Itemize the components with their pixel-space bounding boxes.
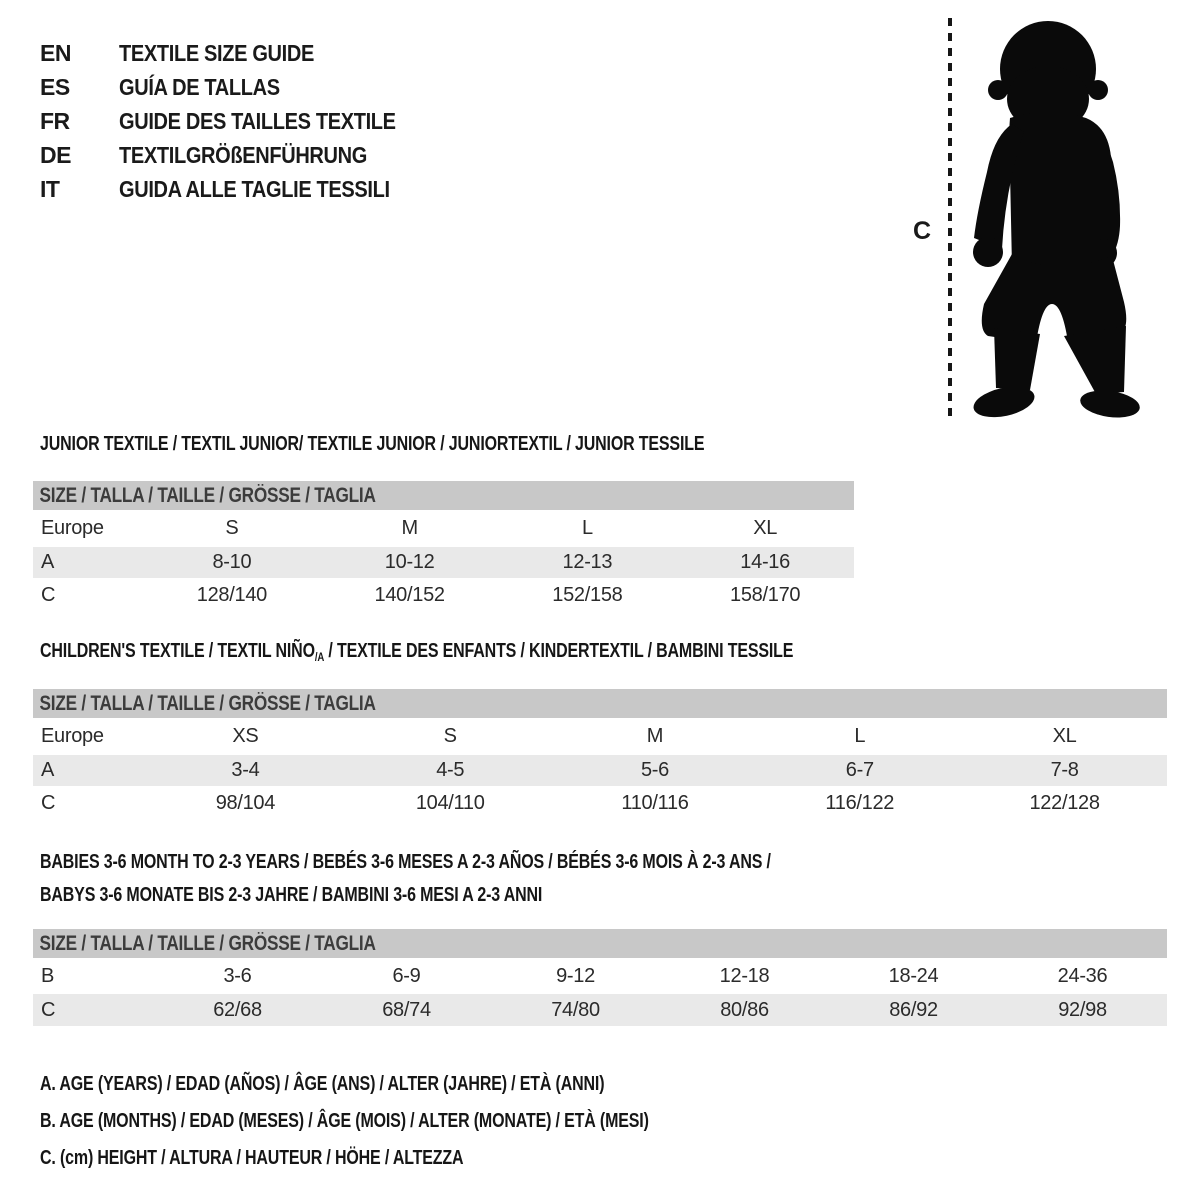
table-cell: 152/158 — [552, 583, 623, 606]
language-title: TEXTILGRÖßENFÜHRUNG — [119, 141, 367, 168]
language-code: IT — [40, 175, 60, 202]
table-row-c — [33, 994, 1167, 1026]
table-cell: 3-4 — [231, 759, 260, 781]
table-cell: 9-12 — [556, 964, 595, 987]
table-cell: 98/104 — [215, 791, 276, 814]
table-cell: M — [646, 725, 664, 747]
language-code: FR — [40, 107, 70, 134]
language-code: DE — [40, 141, 71, 168]
table-row-b — [33, 958, 1167, 994]
table-cell: 12-18 — [719, 964, 770, 987]
legend — [40, 1066, 801, 1177]
legend-line-b — [40, 1103, 801, 1140]
language-row — [40, 104, 437, 138]
children-section-heading — [40, 640, 982, 664]
table-row-c — [33, 578, 854, 612]
table-cell: 74/80 — [551, 998, 600, 1021]
size-header-bar — [33, 689, 1167, 718]
language-row — [40, 70, 437, 104]
table-cell: XL — [753, 517, 778, 539]
junior-section-heading — [40, 433, 870, 456]
height-label-c: C — [913, 217, 932, 245]
legend-line-c — [40, 1140, 801, 1177]
language-code: ES — [40, 73, 70, 100]
table-cell: 86/92 — [889, 998, 938, 1021]
table-row-a — [33, 755, 1167, 786]
language-list — [40, 36, 437, 206]
table-cell: M — [401, 517, 418, 539]
table-cell: 92/98 — [1058, 998, 1107, 1021]
table-cell: S — [443, 725, 457, 747]
table-cell: 62/68 — [213, 998, 262, 1021]
legend-line-b-text: B. AGE (MONTHS) / EDAD (MESES) / ÂGE (MOIS) / ALTER (MONATE) / ETÀ (MESI) — [40, 1110, 649, 1132]
table-cell: 80/86 — [720, 998, 769, 1021]
size-header-text: SIZE / TALLA / TAILLE / GRÖSSE / TAGLIA — [39, 692, 376, 715]
table-row-c — [33, 786, 1167, 820]
children-heading-post: / TEXTILE DES ENFANTS / KINDERTEXTIL / BAMBINI TESSILE — [324, 640, 794, 662]
table-row-europe — [33, 510, 854, 547]
children-size-table — [33, 689, 1167, 820]
table-cell: 122/128 — [1029, 791, 1100, 814]
table-cell: 5-6 — [640, 759, 669, 781]
size-header-text: SIZE / TALLA / TAILLE / GRÖSSE / TAGLIA — [39, 932, 376, 955]
table-cell: Europe — [41, 725, 104, 747]
table-cell: C — [41, 791, 56, 814]
language-row — [40, 138, 437, 172]
table-cell: 8-10 — [212, 551, 252, 573]
table-cell: A — [41, 759, 55, 781]
table-cell: 24-36 — [1057, 964, 1108, 987]
table-row-a — [33, 547, 854, 578]
language-row — [40, 36, 437, 70]
table-cell: 110/116 — [621, 791, 689, 814]
children-heading-subscript: /A — [314, 650, 325, 664]
table-cell: 12-13 — [562, 551, 613, 573]
table-cell: 6-9 — [392, 964, 421, 987]
table-cell: 10-12 — [384, 551, 435, 573]
table-cell: 18-24 — [888, 964, 939, 987]
language-title: GUIDE DES TAILLES TEXTILE — [119, 107, 396, 134]
legend-line-a — [40, 1066, 801, 1103]
table-cell: 158/170 — [730, 583, 801, 606]
language-title: TEXTILE SIZE GUIDE — [119, 39, 314, 66]
language-title: GUIDA ALLE TAGLIE TESSILI — [119, 175, 390, 202]
babies-heading-line2: BABYS 3-6 MONATE BIS 2-3 JAHRE / BAMBINI 3-6 MESI A 2-3 ANNI — [40, 884, 543, 906]
table-cell: L — [854, 725, 866, 747]
table-cell: B — [41, 964, 55, 987]
table-cell: 104/110 — [415, 791, 485, 814]
table-cell: 128/140 — [196, 583, 267, 606]
children-heading-pre: CHILDREN'S TEXTILE / TEXTIL NIÑO — [40, 640, 315, 662]
table-cell: 6-7 — [845, 759, 874, 781]
table-cell: S — [225, 517, 239, 539]
legend-line-a-text: A. AGE (YEARS) / EDAD (AÑOS) / ÂGE (ANS) / ALTER (JAHRE) / ETÀ (ANNI) — [40, 1073, 605, 1095]
table-cell: XS — [232, 725, 259, 747]
language-title: GUÍA DE TALLAS — [119, 73, 280, 100]
size-header-text: SIZE / TALLA / TAILLE / GRÖSSE / TAGLIA — [39, 484, 376, 507]
table-cell: A — [41, 551, 55, 573]
table-cell: C — [41, 583, 56, 606]
babies-section-heading — [40, 846, 954, 912]
table-cell: C — [41, 998, 56, 1021]
babies-heading-line1: BABIES 3-6 MONTH TO 2-3 YEARS / BEBÉS 3-6 MESES A 2-3 AÑOS / BÉBÉS 3-6 MOIS À 2-3 ANS / — [40, 851, 771, 873]
junior-size-table — [33, 481, 854, 612]
table-cell: 68/74 — [382, 998, 431, 1021]
table-cell: 4-5 — [436, 759, 465, 781]
language-code: EN — [40, 39, 71, 66]
table-cell: 14-16 — [740, 551, 790, 573]
language-row — [40, 172, 437, 206]
baby-silhouette-icon — [962, 12, 1140, 420]
table-cell: 7-8 — [1050, 759, 1079, 781]
legend-line-c-text: C. (cm) HEIGHT / ALTURA / HAUTEUR / HÖHE / ALTEZZA — [40, 1147, 464, 1169]
table-cell: XL — [1052, 725, 1077, 747]
table-cell: 3-6 — [223, 964, 252, 987]
table-cell: Europe — [41, 517, 104, 539]
table-cell: L — [581, 517, 593, 539]
table-cell: 140/152 — [374, 583, 445, 606]
size-header-bar — [33, 481, 854, 510]
junior-section-heading-text: JUNIOR TEXTILE / TEXTIL JUNIOR/ TEXTILE JUNIOR / JUNIORTEXTIL / JUNIOR TESSILE — [40, 433, 705, 455]
babies-size-table — [33, 929, 1167, 1026]
height-measure-dashed-line-icon — [946, 18, 954, 420]
table-row-europe — [33, 718, 1167, 755]
table-cell: 116/122 — [825, 791, 895, 814]
size-header-bar — [33, 929, 1167, 958]
